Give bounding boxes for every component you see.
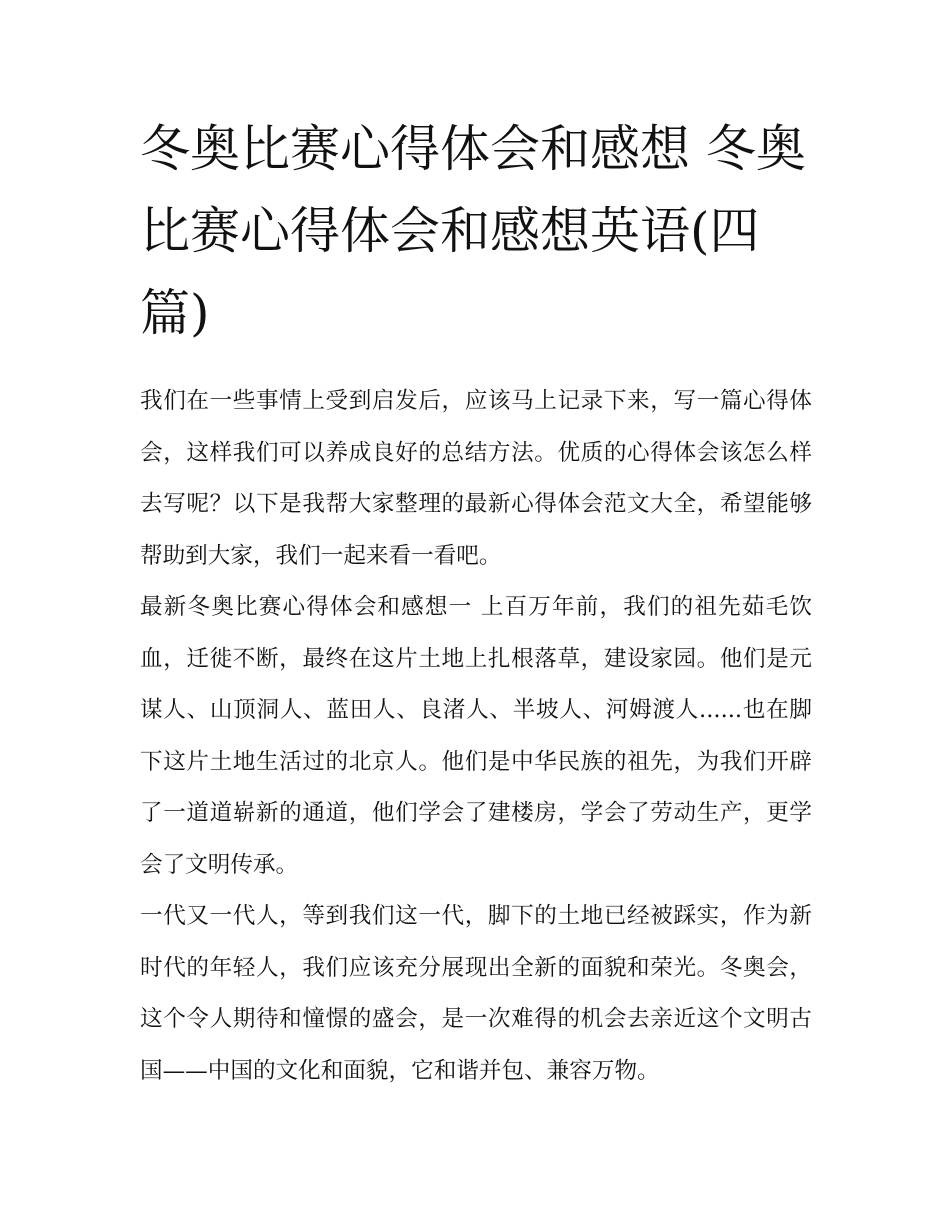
document-body — [140, 376, 812, 1097]
document-page — [140, 108, 812, 1097]
paragraph-intro: 我们在一些事情上受到启发后，应该马上记录下来，写一篇心得体会，这样我们可以养成良好的总结方法。优质的心得体会该怎么样去写呢？以下是我帮大家整理的最新心得体会范文大全，希望能够帮助到大家，我们一起来看一看吧。 — [140, 388, 812, 569]
paragraph-ancestors: 最新冬奥比赛心得体会和感想一 上百万年前，我们的祖先茹毛饮血，迁徙不断，最终在这片土地上扎根落草，建设家园。他们是元谋人、山顶洞人、蓝田人、良渚人、半坡人、河姆渡人......也在脚下这片土地生活过的北京人。他们是中华民族的祖先，为我们开辟了一道道崭新的通道，他们学会了建楼房，学会了劳动生产，更学会了文明传承。 — [140, 594, 812, 878]
document-title: 冬奥比赛心得体会和感想 冬奥比赛心得体会和感想英语(四篇) — [140, 120, 806, 342]
paragraph-winter-olympics: 一代又一代人，等到我们这一代，脚下的土地已经被踩实，作为新时代的年轻人，我们应该充分展现出全新的面貌和荣光。冬奥会，这个令人期待和憧憬的盛会，是一次难得的机会去亲近这个文明古国——中国的文化和面貌，它和谐并包、兼容万物。 — [140, 903, 812, 1084]
